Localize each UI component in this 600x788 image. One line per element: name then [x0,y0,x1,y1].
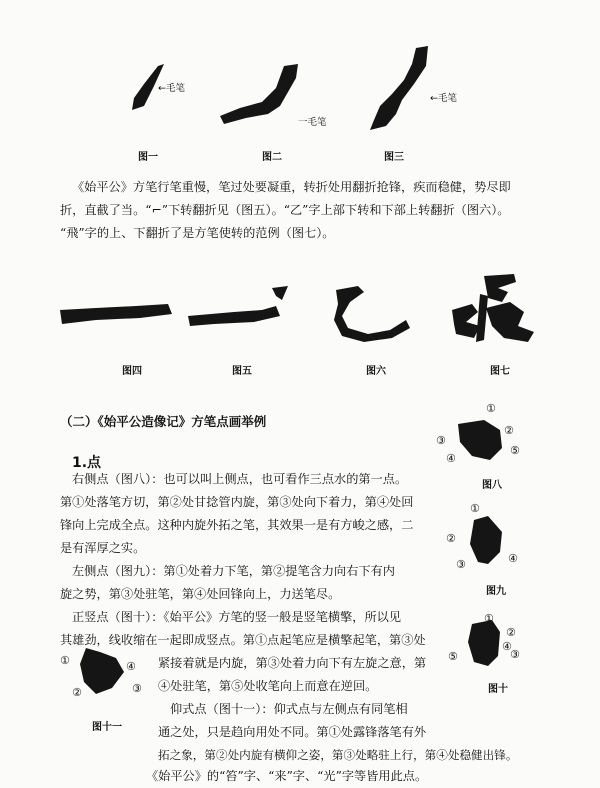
subsection-title: 1.点 [72,455,102,471]
figure-8-mark-2: ② [504,424,514,437]
figure-3 [356,44,496,163]
figure-2-brush-label: 一毛笔 [298,117,327,128]
figure-5-caption: 图五 [232,366,252,377]
paragraph-left-dot [60,560,448,606]
figure-8-mark-3: ③ [436,434,446,447]
figure-4-caption: 图四 [122,366,142,377]
figure-4-stroke-image [56,290,176,340]
p1-line-3: 锋向上完成全点。这种内旋外拓之笔，其效果一是有方峻之感，二 [60,518,414,532]
paragraph-upward-dot-cont [158,744,598,767]
p4b-line-2: 《始平公》的“笞”字、“来”字、“光”字等皆用此点。 [146,769,428,783]
figure-9 [440,502,540,602]
p3-line-2: 其雄劲，线收缩在一起即成竖点。第①点起笔应是横擎起笔，第③处 [60,633,426,647]
figure-4 [56,290,176,380]
p4b-line-1: 拓之象，第②处内旋有横仰之姿，第③处略驻上行，第④处稳健出锋。 [158,748,518,762]
intro-line-3: “飛”字的上、下翻折了是方笔使转的范例（图七）。 [60,226,335,240]
figure-8-mark-5: ⑤ [510,444,520,457]
figure-7-caption: 图七 [490,366,510,377]
intro-paragraph [60,176,592,245]
figure-11-caption: 图十一 [92,722,122,733]
figure-10-mark-1: ① [484,612,494,625]
figure-5 [184,282,294,380]
p3-line-1: 正竖点（图十）：《始平公》方笔的竖一般是竖笔横擎，所以见 [72,610,402,624]
figure-9-mark-4: ④ [508,552,518,565]
p1-line-1: 右侧点（图八）：也可以叫上侧点，也可看作三点水的第一点。 [72,472,408,486]
figure-8-mark-4: ④ [446,452,456,465]
figure-11 [56,638,156,733]
paragraph-right-dot [60,468,448,560]
figure-3-caption: 图三 [384,152,404,163]
figure-11-mark-2: ② [72,686,82,699]
figure-10-dot-image [444,612,544,672]
p4-line-1: 仰式点（图十一）：仰式点与左侧点有同笔相 [170,702,408,716]
figure-11-mark-3: ③ [132,682,142,695]
figure-3-brush-label: ←毛笔 [430,93,457,104]
figure-10-mark-2: ② [506,626,516,639]
figure-9-mark-3: ③ [456,558,466,571]
figure-10-mark-4: ④ [502,640,512,653]
intro-line-2: 折，直截了当。“⌐”下转翻折见（图五）。“乙”字上部下转和下部上转翻折（图六）。 [60,203,510,217]
figure-7 [444,268,554,380]
figure-5-stroke-image [184,282,294,342]
figure-10-mark-5: ⑤ [448,650,458,663]
figure-2-caption: 图二 [262,152,282,163]
figure-6-stroke-image [328,280,428,344]
p4-line-2: 通之处，只是趋向用处不同。第①处露锋落笔有外 [158,725,427,739]
figure-9-mark-2: ② [446,532,456,545]
figure-10-caption: 图十 [488,684,508,695]
figure-6-caption: 图六 [366,366,386,377]
section-title: （二）《始平公造像记》方笔点画举例 [60,414,267,429]
paragraph-upward-dot-end [146,766,586,786]
p3b-line-2: ④处驻笔，第⑤处收笔向上而意在逆回。 [158,679,378,693]
figure-6 [328,280,428,380]
figure-10-mark-3: ③ [510,648,520,661]
figure-2 [216,58,346,163]
figure-1 [118,58,218,163]
p2-line-2: 旋之势，第③处驻笔，第④处回锋向上，力送笔尽。 [60,587,341,601]
figure-8-mark-1: ① [486,402,496,415]
figure-11-dot-image [56,638,156,708]
figure-9-caption: 图九 [486,586,506,597]
figure-1-caption: 图一 [138,152,158,163]
figure-11-mark-4: ④ [126,660,136,673]
figure-7-character-image [444,268,554,348]
figure-3-stroke-image [356,44,496,134]
p3b-line-1: 紧接着就是内旋，第③处着力向下有左旋之意，第 [158,656,427,670]
figure-9-mark-1: ① [470,502,480,515]
paragraph-vertical-dot-cont [158,652,458,698]
figure-11-mark-1: ① [60,654,70,667]
p1-line-2: 第①处落笔方切，第②处甘捻管内旋，第③处向下着力，第④处回 [60,495,414,509]
figure-8-caption: 图八 [482,480,502,491]
figure-1-brush-label: ←毛笔 [158,83,185,94]
figure-8 [432,402,532,494]
paragraph-upward-dot [158,698,458,744]
p2-line-1: 左侧点（图九）：第①处着力下笔，第②提笔含力向右下有内 [72,564,395,578]
intro-line-1: 《始平公》方笔行笔重慢，笔过处要凝重，转折处用翻折抢锋，疾而稳健，势尽即 [72,180,511,194]
p1-line-4: 是有浑厚之实。 [60,541,146,555]
figure-10 [444,612,544,694]
